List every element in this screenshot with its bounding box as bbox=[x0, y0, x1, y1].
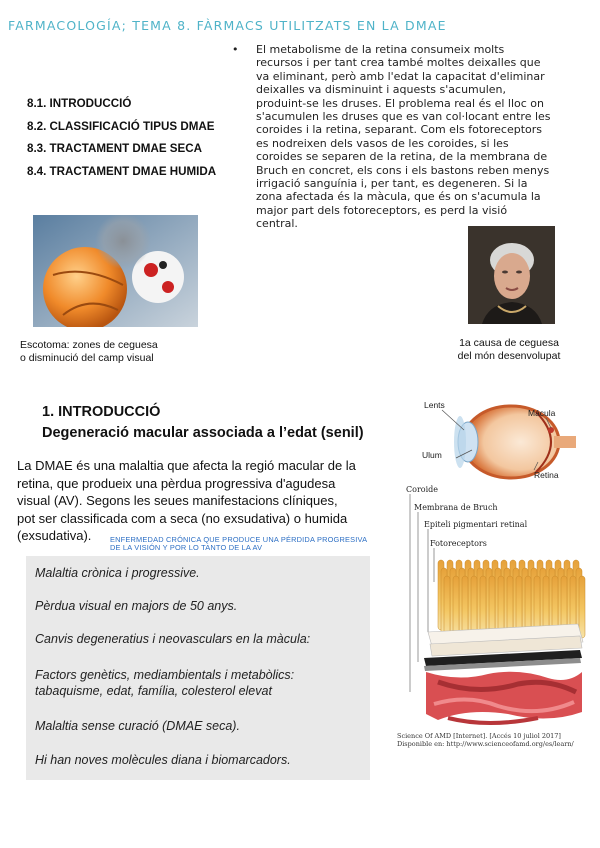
toc-item: 8.2. CLASSIFICACIÓ TIPUS DMAE bbox=[27, 119, 215, 133]
credit-line: Science Of AMD [Internet]. [Accés 10 juliol 2017] bbox=[397, 732, 561, 740]
toc-item: 8.3. TRACTAMENT DMAE SECA bbox=[27, 142, 202, 155]
summary-item: tabaquisme, edat, família, colesterol elevat bbox=[35, 684, 272, 698]
caption-line: Escotoma: zones de ceguesa bbox=[20, 339, 158, 351]
photoreceptor-cell bbox=[444, 576, 450, 638]
caption-line: o disminució del camp visual bbox=[20, 352, 154, 364]
toc-item: 8.1. INTRODUCCIÓ bbox=[27, 97, 132, 110]
summary-item: Malaltia sense curació (DMAE seca). bbox=[35, 719, 240, 733]
photoreceptor-cell bbox=[462, 576, 468, 638]
summary-item: Hi han noves molècules diana i biomarcadors. bbox=[35, 753, 291, 767]
text-line: zona afectada és la màcula, que és on s'acumula la bbox=[256, 190, 541, 204]
summary-box bbox=[26, 556, 370, 780]
text-line: coroides se separen de la retina, de la membrana de bbox=[256, 150, 548, 164]
text-line: recursos i per tant crea també moltes deixalles que bbox=[256, 56, 541, 70]
spanish-note bbox=[110, 536, 410, 552]
cause-caption bbox=[448, 337, 570, 363]
summary-item: Canvis degeneratius i neovasculars en la màcula: bbox=[35, 632, 311, 646]
eye-diagram bbox=[416, 392, 584, 482]
caption-line: 1a causa de ceguesa bbox=[459, 337, 559, 349]
escotoma-caption bbox=[20, 339, 158, 365]
text-line: es nodreixen dels vasos de les coroides, si les bbox=[256, 136, 509, 150]
summary-item: Pèrdua visual en majors de 50 anys. bbox=[35, 599, 238, 613]
text-line: La DMAE és una malaltia que afecta la regió macular de la bbox=[17, 458, 356, 473]
eye-label-lens: Lents bbox=[424, 400, 445, 410]
escotoma-image bbox=[33, 215, 198, 327]
photoreceptor-cell bbox=[579, 576, 585, 638]
bullet-icon: • bbox=[232, 43, 239, 56]
summary-item: Malaltia crònica i progressive. bbox=[35, 566, 200, 580]
photoreceptor-cell bbox=[471, 576, 477, 638]
table-of-contents bbox=[27, 93, 216, 183]
section-subheading: Degeneració macular associada a l’edat (senil) bbox=[42, 425, 364, 441]
eye-label-macula: Mácula bbox=[528, 408, 556, 418]
text-line: El metabolisme de la retina consumeix molts bbox=[256, 43, 505, 56]
image-credit bbox=[397, 732, 574, 748]
eye-label-optic-nerve: Ulum bbox=[422, 450, 442, 460]
intro-paragraph bbox=[232, 43, 562, 231]
text-line: produint-se les druses. El problema real és el lloc on bbox=[256, 96, 545, 110]
layer-label-epiteli: Epiteli pigmentari retinal bbox=[424, 520, 528, 529]
text-line: pot ser classificada com a seca (no exsudativa) o humida bbox=[17, 510, 348, 526]
text-line: va eliminant, però amb l'edat la capacitat d'eliminar bbox=[256, 69, 545, 83]
page-title: FARMACOLOGÍA; TEMA 8. FÀRMACS UTILITZATS EN LA DMAE bbox=[8, 18, 447, 33]
text-line: deixalles va disminuint i aquests s'acumulen, bbox=[256, 83, 507, 97]
photoreceptor-cell bbox=[453, 576, 459, 638]
text-line: retina, que produeix una pèrdua progressiva d'agudesa bbox=[17, 475, 336, 491]
portrait-photo bbox=[468, 226, 555, 324]
section-heading: 1. INTRODUCCIÓ bbox=[42, 404, 161, 420]
note-line: DE LA VISIÓN Y POR LO TANTO DE LA AV bbox=[110, 543, 263, 552]
text-line: major part dels fotoreceptors, es perd la visió bbox=[256, 203, 508, 217]
text-line: central. bbox=[256, 217, 298, 231]
layer-label-bruch: Membrana de Bruch bbox=[414, 503, 498, 512]
text-line: s'acumulen les druses que es van col·locant entre les bbox=[256, 110, 551, 124]
note-line: ENFERMEDAD CRÓNICA QUE PRODUCE UNA PÉRDIDA PROGRESIVA bbox=[110, 535, 368, 544]
text-line: irrigació sanguínia i, per tant, es degeneren. Si la bbox=[256, 177, 528, 191]
layer-label-fotoreceptors: Fotoreceptors bbox=[430, 539, 487, 548]
retina-layers-diagram bbox=[398, 482, 588, 754]
dmae-paragraph bbox=[17, 457, 417, 545]
text-line: Bruch en concret, els cons i els bastons reben menys bbox=[256, 163, 550, 177]
credit-line: Disponible en: http://www.scienceofamd.org/es/learn/ bbox=[397, 740, 574, 748]
caption-line: del món desenvolupat bbox=[457, 350, 561, 362]
text-line: coroides i la retina, separant. Com els fotoreceptors bbox=[256, 123, 543, 137]
text-line: (exsudativa). bbox=[17, 528, 92, 543]
summary-item: Factors genètics, mediambientals i metabòlics: bbox=[35, 668, 295, 682]
text-line: visual (AV). Segons les seues manifestacions clíniques, bbox=[17, 493, 338, 508]
eye-label-retina: Retina bbox=[534, 470, 559, 480]
layer-label-coroide: Coroide bbox=[406, 485, 438, 494]
toc-item: 8.4. TRACTAMENT DMAE HUMIDA bbox=[27, 164, 217, 178]
